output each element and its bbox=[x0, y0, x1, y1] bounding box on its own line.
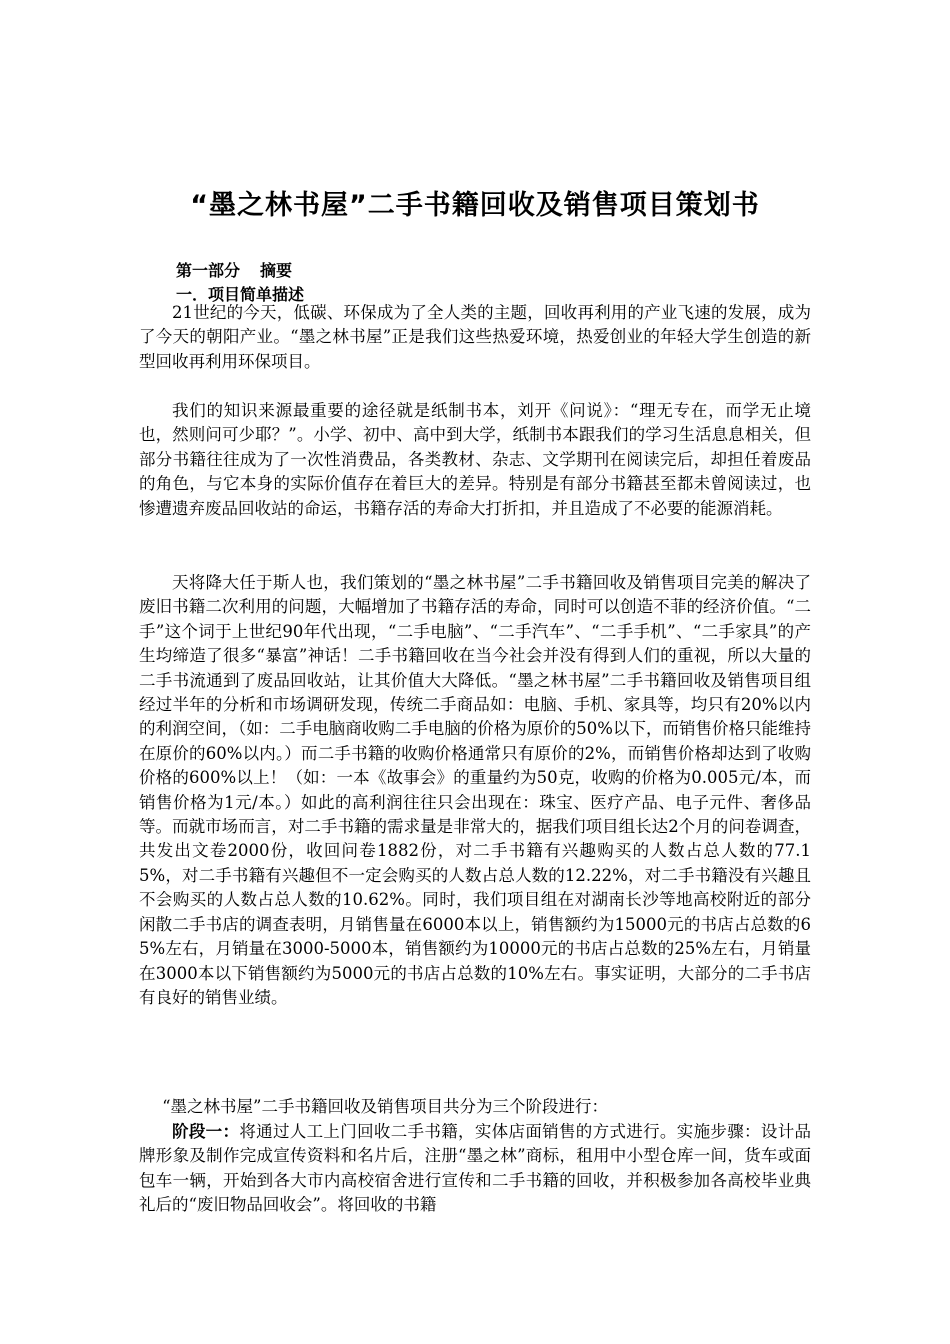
part-label: 第一部分 bbox=[176, 261, 241, 280]
paragraph-knowledge: 我们的知识来源最重要的途径就是纸制书本，刘开《问说》：“理无专在，而学无止境也，然则问可少耶？”。小学、初中、高中到大学，纸制书本跟我们的学习生活息息相关，但部分书籍往往成为了一次性消费品，各类教材、杂志、文学期刊在阅读完后，却担任着废品的角色，与它本身的实际价值存在着巨大的差异。特别是有部分书籍甚至都未曾阅读过，也惨遭遗弃废品回收站的命运，书籍存活的寿命大打折扣，并且造成了不必要的能源消耗。 bbox=[139, 401, 811, 518]
paragraph-market: 天将降大任于斯人也，我们策划的“墨之林书屋”二手书籍回收及销售项目完美的解决了废旧书籍二次利用的问题，大幅增加了书籍存活的寿命，同时可以创造不菲的经济价值。“二手”这个词于上世纪90年代出现，“二手电脑”、“二手汽车”、“二手手机”、“二手家具”的产生均缔造了很多“暴富”神话！二手书籍回收在当今社会并没有得到人们的重视，所以大量的二手书流通到了废品回收站，让其价值大大降低。“墨之林书屋”二手书籍回收及销售项目组经过半年的分析和市场调研发现，传统二手商品如：电脑、手机、家具等，均只有20%以内的利润空间，（如：二手电脑商收购二手电脑的价格为原价的50%以下，而销售价格只能维持在原价的60%以内。）而二手书籍的收购价格通常只有原价的2%，而销售价格却达到了收购价格的600%以上！（如：一本《故事会》的重量约为50克，收购的价格为0.005元/本，而销售价格为1元/本。）如此的高利润往往只会出现在：珠宝、医疗产品、电子元件、奢侈品等。而就市场而言，对二手书籍的需求量是非常大的，据我们项目组长达2个月的问卷调查，共发出文卷2000份，收回问卷1882份，对二手书籍有兴趣购买的人数占总人数的77.15%，对二手书籍有兴趣但不一定会购买的人数占总人数的12.22%，对二手书籍没有兴趣且不会购买的人数占总人数的10.62%。同时，我们项目组在对湖南长沙等地高校附近的部分闲散二手书店的调查表明，月销售量在6000本以上，销售额约为15000元的书店占总数的65%左右，月销量在3000-5000本，销售额约为10000元的书店占总数的25%左右，月销量在3000本以下销售额约为5000元的书店占总数的10%左右。事实证明，大部分的二手书店有良好的销售业绩。 bbox=[139, 573, 811, 1007]
paragraph-stage-one bbox=[139, 1120, 811, 1218]
document-title: “墨之林书屋”二手书籍回收及销售项目策划书 bbox=[190, 190, 760, 221]
part-heading bbox=[176, 258, 292, 281]
part-name: 摘要 bbox=[260, 261, 293, 280]
paragraph-stages-intro: “墨之林书屋”二手书籍回收及销售项目共分为三个阶段进行： bbox=[162, 1097, 608, 1116]
stage-one-label: 阶段一： bbox=[172, 1122, 240, 1141]
stage-one-text: 将通过人工上门回收二手书籍，实体店面销售的方式进行。实施步骤：设计品牌形象及制作完成宣传资料和名片后，注册“墨之林”商标，租用中小型仓库一间，货车或面包车一辆，开始到各大市内高校宿舍进行宣传和二手书籍的回收，并积极参加各高校毕业典礼后的“废旧物品回收会”。将回收的书籍 bbox=[139, 1122, 812, 1215]
section-heading: 一．项目简单描述 bbox=[176, 285, 305, 304]
paragraph-intro: 21世纪的今天，低碳、环保成为了全人类的主题，回收再利用的产业飞速的发展，成为了今天的朝阳产业。“墨之林书屋”正是我们这些热爱环境，热爱创业的年轻大学生创造的新型回收再利用环保项目。 bbox=[139, 303, 811, 371]
